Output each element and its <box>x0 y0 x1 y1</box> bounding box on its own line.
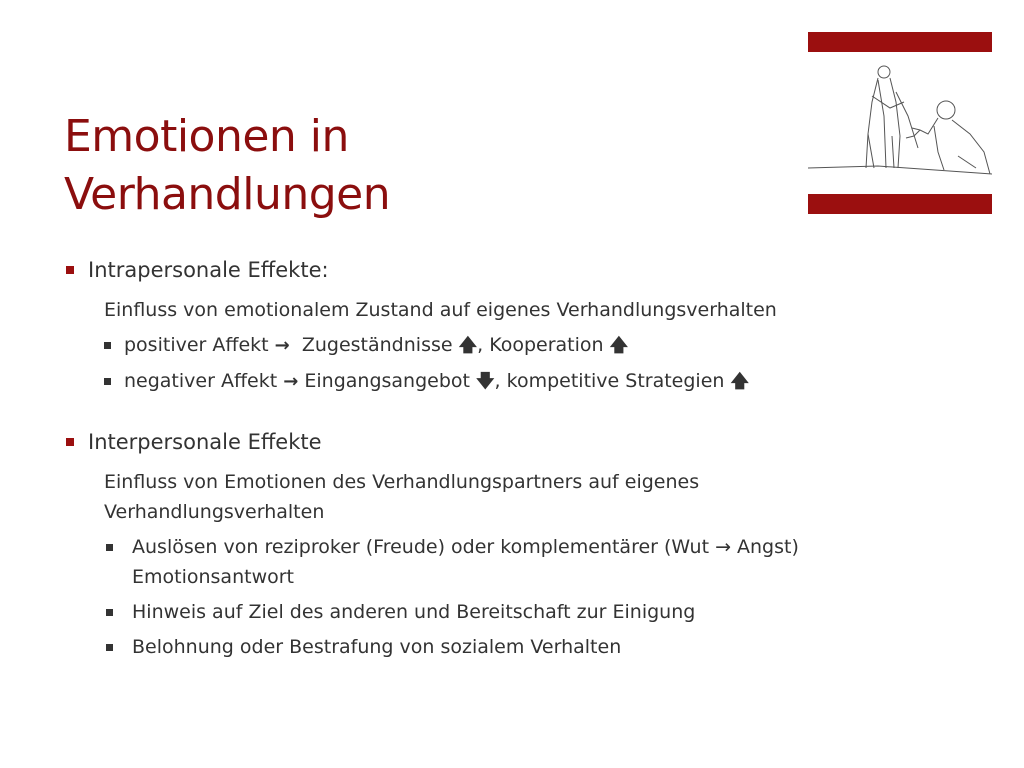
red-square-bullet-icon <box>66 266 74 274</box>
slide-body <box>64 255 964 662</box>
accent-bar-top <box>808 32 992 52</box>
arrow-right-icon: → <box>274 335 290 356</box>
red-square-bullet-icon <box>66 438 74 446</box>
slide-title <box>64 108 664 224</box>
square-bullet-icon <box>106 609 113 616</box>
arrow-up-icon: 🡅 <box>730 371 750 392</box>
arrow-down-icon: 🡇 <box>476 371 495 392</box>
list-item <box>104 597 912 627</box>
bullet-interpersonal <box>64 427 964 457</box>
list-item <box>104 330 964 361</box>
square-bullet-icon <box>104 378 111 385</box>
square-bullet-icon <box>106 644 113 651</box>
item-text: Zugeständnisse <box>301 334 453 356</box>
arrow-up-icon: 🡅 <box>609 335 629 356</box>
slide-title-line2: Verhandlungen <box>64 169 391 220</box>
section1-description: Einfluss von emotionalem Zustand auf eigenes Verhandlungsverhalten <box>104 299 777 321</box>
item-text: Hinweis auf Ziel des anderen und Bereitschaft zur Einigung <box>132 601 696 623</box>
square-bullet-icon <box>104 342 111 349</box>
arrow-up-icon: 🡅 <box>458 335 478 356</box>
arrow-right-icon: → <box>283 371 299 392</box>
section2-heading: Interpersonale Effekte <box>88 430 322 454</box>
item-text: , Kooperation <box>477 334 604 356</box>
item-text: Eingangsangebot <box>304 370 470 392</box>
section1-heading: Intrapersonale Effekte: <box>88 258 329 282</box>
item-text: Belohnung oder Bestrafung von sozialem Verhalten <box>132 636 622 658</box>
negotiation-illustration <box>808 56 992 190</box>
item-text: negativer Affekt <box>124 370 278 392</box>
square-bullet-icon <box>106 544 113 551</box>
list-item <box>104 532 912 592</box>
item-text: , kompetitive Strategien <box>494 370 725 392</box>
accent-bar-bottom <box>808 194 992 214</box>
section2-description: Einfluss von Emotionen des Verhandlungspartners auf eigenes Verhandlungsverhalten <box>104 471 700 523</box>
bullet-intrapersonal <box>64 255 964 285</box>
list-item <box>104 366 964 397</box>
item-text: positiver Affekt <box>124 334 269 356</box>
slide-title-line1: Emotionen in <box>64 111 349 162</box>
list-item <box>104 632 912 662</box>
item-text: Auslösen von reziproker (Freude) oder komplementärer (Wut → Angst) Emotionsantwort <box>132 536 799 588</box>
